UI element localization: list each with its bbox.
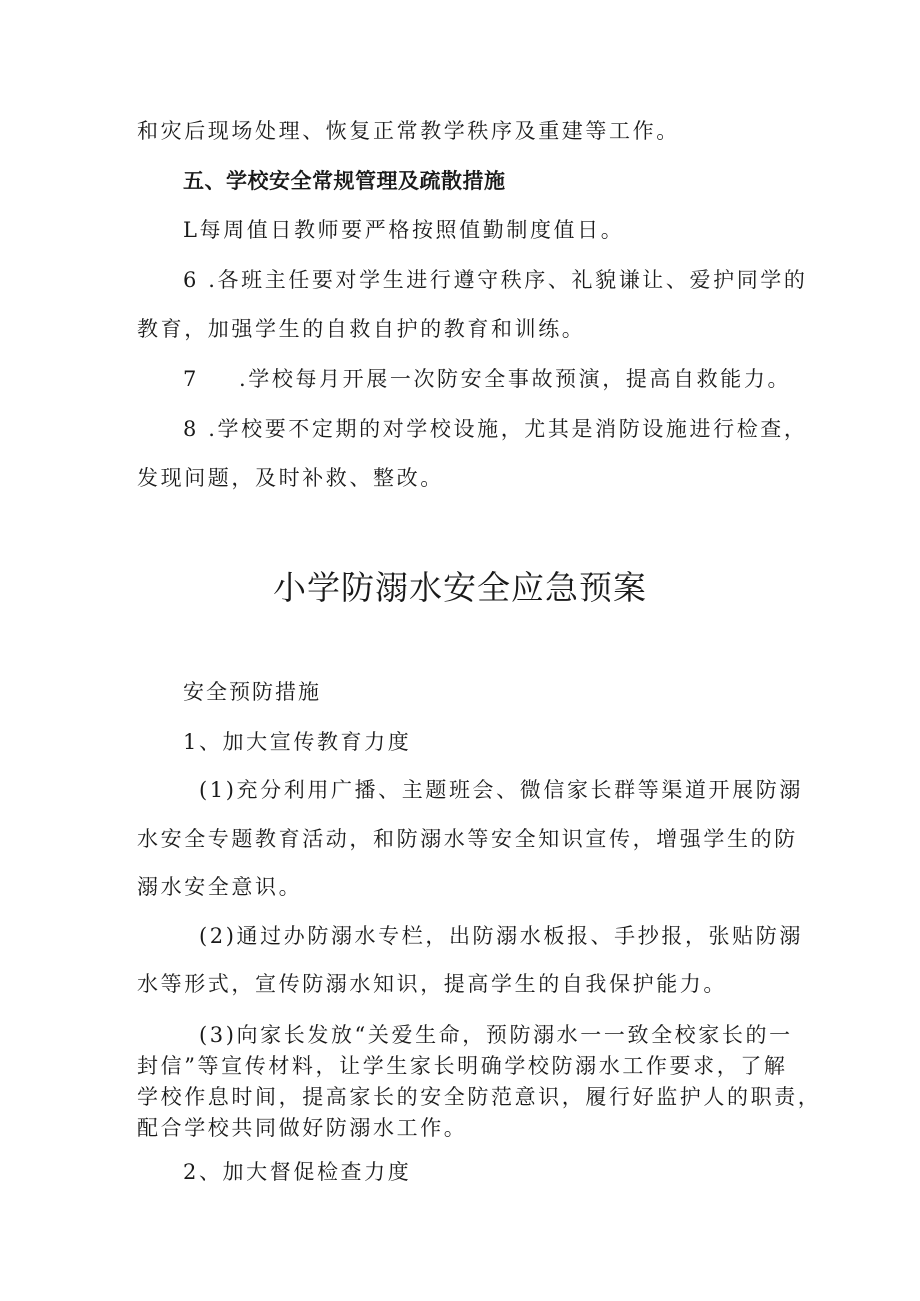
document-title: 小学防溺水安全应急预案 [273,568,647,607]
p1-3-line-3: 学校作息时间，提高家长的安全防范意识，履行好监护人的职责， [137,1085,822,1109]
item-l-line: L每周值日教师要严格按照值勤制度值日。 [183,218,625,242]
section-label: 安全预防措施 [183,680,321,704]
p1-2-line-2: 水等形式，宣传防溺水知识，提高学生的自我保护能力。 [137,972,727,996]
point-1-heading: 1、加大宣传教育力度 [183,730,412,754]
p1-1-line-2: 水安全专题教育活动，和防溺水等安全知识宣传，增强学生的防 [137,827,798,851]
item-6-line-1: 6 .各班主任要对学生进行遵守秩序、礼貌谦让、爱护同学的 [183,268,808,292]
p1-1-line-1: (1)充分利用广播、主题班会、微信家长群等渠道开展防溺 [199,778,803,802]
item-7-number: 7 [183,367,199,391]
p1-3-line-2: 封信”等宣传材料，让学生家长明确学校防溺水工作要求，了解 [137,1054,788,1078]
item-6-line-2: 教育，加强学生的自救自护的教育和训练。 [137,317,586,341]
item-7-line [183,365,791,393]
continuation-line: 和灾后现场处理、恢复正常教学秩序及重建等工作。 [137,119,680,143]
point-2-heading: 2、加大督促检查力度 [183,1160,412,1184]
section-5-heading: 五、学校安全常规管理及疏散措施 [183,169,506,193]
p1-3-line-4: 配合学校共同做好防溺水工作。 [137,1116,468,1140]
p1-1-line-3: 溺水安全意识。 [137,875,303,899]
item-8-line-1: 8 .学校要不定期的对学校设施，尤其是消防设施进行检查， [183,417,808,441]
p1-3-line-1: (3)向家长发放“关爱生命，预防溺水一一致全校家长的一 [199,1023,793,1047]
p1-2-line-1: (2)通过办防溺水专栏，出防溺水板报、手抄报，张贴防溺 [199,924,803,948]
item-7-text: .学校每月开展一次防安全事故预演，提高自救能力。 [238,367,792,391]
item-8-line-2: 发现问题，及时补救、整改。 [137,466,444,490]
